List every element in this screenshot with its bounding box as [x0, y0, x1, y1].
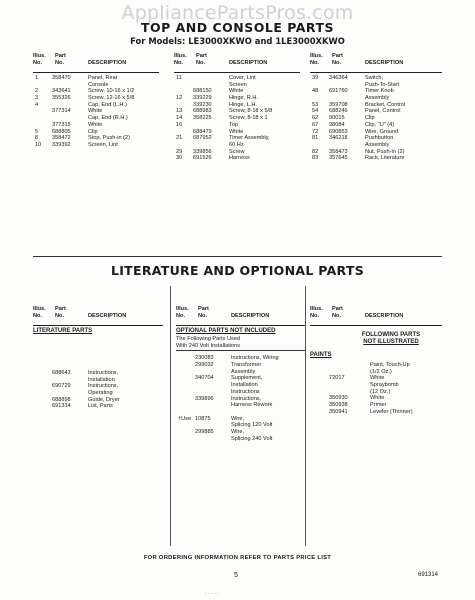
part-number: 350941 — [329, 408, 348, 415]
table-row — [174, 142, 300, 149]
column-divider — [305, 286, 306, 546]
illus-number: 4 — [35, 101, 39, 108]
table-row — [33, 397, 163, 404]
part-description: Screen — [229, 81, 247, 88]
part-number: 688643 — [52, 370, 71, 376]
table-row — [33, 88, 159, 95]
part-number: 688805 — [52, 128, 71, 135]
header-part: Part — [198, 306, 209, 312]
part-description: Instructions, — [231, 395, 262, 402]
part-number: 688898 — [52, 396, 71, 403]
part-description: List, Parts — [88, 403, 113, 410]
part-description: Push-To-Start — [365, 81, 400, 88]
document-number: 691314 — [418, 572, 439, 578]
table-row — [174, 155, 300, 162]
part-description: Wire, Ground — [365, 128, 399, 135]
part-number: 358225 — [193, 115, 212, 122]
table-row — [33, 75, 159, 82]
part-number: 687952 — [193, 135, 212, 142]
part-number: 358470 — [52, 75, 71, 81]
table-row — [176, 382, 306, 389]
part-number: 72017 — [329, 375, 345, 382]
part-description: Panel, Rear — [88, 75, 118, 81]
table-row — [310, 155, 442, 162]
part-description: Installation — [88, 376, 115, 383]
table-row — [33, 383, 163, 390]
part-number: 358472 — [52, 135, 71, 142]
part-number: 350930 — [329, 395, 348, 402]
part-description: Cap, End (L.H.) — [88, 101, 127, 108]
lit-table-col1 — [33, 305, 163, 410]
part-number: 339229 — [193, 95, 212, 102]
illus-number: 1 — [35, 75, 39, 81]
part-number: 688246 — [329, 108, 348, 115]
part-number: 90015 — [329, 115, 345, 122]
part-description: (1/2 Oz.) — [370, 368, 392, 375]
part-description: White — [229, 88, 244, 95]
illus-number: 72 — [312, 128, 319, 135]
part-description: Console — [88, 81, 109, 88]
part-description: Bracket, Control — [365, 101, 406, 108]
table-row — [33, 377, 163, 384]
part-number: 355326 — [52, 95, 71, 102]
illus-number: 10 — [35, 141, 42, 148]
table-row — [33, 403, 163, 410]
part-description: White — [88, 108, 103, 115]
illus-number: 14 — [176, 115, 183, 122]
header-description: DESCRIPTION — [88, 60, 127, 66]
column-divider — [170, 286, 171, 546]
table-row — [33, 82, 159, 89]
table-row — [174, 82, 300, 89]
table-row — [33, 108, 159, 115]
illus-number: 67 — [312, 121, 319, 128]
models-subtitle: For Models: LE3000XKWO and 1LE3000XKWO — [130, 36, 345, 46]
part-description: 60 Hz — [229, 141, 244, 148]
part-number: 346364 — [329, 75, 348, 81]
table-row — [310, 108, 442, 115]
part-number: 688150 — [193, 88, 212, 95]
header-no: No. — [310, 313, 320, 319]
part-description: Clip, "U" (4) — [365, 121, 395, 128]
header-part: Part — [55, 306, 66, 312]
table-header — [174, 52, 300, 73]
header-no: No. — [310, 60, 320, 66]
part-number: 346218 — [329, 135, 348, 142]
header-part-no: No. — [332, 313, 342, 319]
table-row — [310, 115, 442, 122]
part-description: Pushbutton — [365, 135, 394, 142]
part-number: 357645 — [329, 155, 348, 162]
section-title-top-console: TOP AND CONSOLE PARTS — [140, 20, 335, 35]
part-description: Assembly — [365, 95, 390, 102]
part-number: 690853 — [329, 128, 348, 135]
part-number: 691526 — [193, 155, 212, 162]
table-row — [310, 362, 442, 369]
part-description: Harness Rework — [231, 402, 273, 409]
part-number: 377314 — [52, 108, 71, 115]
part-number: 299032 — [195, 362, 214, 369]
table-row — [33, 129, 159, 136]
table-header — [33, 305, 163, 326]
header-no: No. — [33, 60, 43, 66]
header-illus: Illus. — [310, 53, 323, 59]
optional-intro-line: The Following Parts Used — [176, 336, 241, 342]
illus-number: 53 — [312, 101, 319, 108]
table-row — [310, 369, 442, 376]
optional-parts-heading: OPTIONAL PARTS NOT INCLUDED — [176, 328, 276, 334]
part-description: Installation — [231, 382, 258, 389]
table-row — [33, 142, 159, 149]
part-description: Transformer — [231, 362, 262, 369]
table-row — [33, 115, 159, 122]
illus-number: 81 — [312, 135, 319, 142]
table-row — [33, 370, 163, 377]
part-number: 691760 — [329, 88, 348, 95]
part-description: Stop, Push-in (2) — [88, 135, 130, 142]
table-row — [176, 389, 306, 396]
part-description: Instructions, Wiring — [231, 355, 279, 362]
part-description: Switch, — [365, 75, 384, 81]
illus-number: 21 — [176, 135, 183, 142]
table-row — [33, 102, 159, 109]
table-row — [310, 129, 442, 136]
header-part: Part — [332, 306, 343, 312]
part-description: Harness — [229, 155, 250, 162]
part-number: 10875 — [195, 415, 211, 422]
part-description: Spraybomb — [370, 382, 399, 389]
table-row — [310, 135, 442, 142]
part-description: Cap, End (R.H.) — [88, 115, 128, 122]
table-row — [310, 382, 442, 389]
illus-number: 13 — [176, 108, 183, 115]
table-header — [310, 52, 442, 73]
table-row — [176, 429, 306, 436]
part-description: Clip — [365, 115, 375, 122]
table-row — [310, 402, 442, 409]
part-description: Supplement, — [231, 375, 263, 382]
table-row — [310, 389, 442, 396]
table-row — [176, 402, 306, 409]
illus-number: †Use — [178, 415, 192, 422]
part-number: 690729 — [52, 383, 71, 390]
table-row — [174, 122, 300, 129]
part-description: White — [229, 128, 244, 135]
part-number: 377315 — [52, 121, 71, 128]
header-description: DESCRIPTION — [365, 60, 404, 66]
part-description: Primer — [370, 402, 387, 409]
illus-number: 30 — [176, 155, 183, 162]
illus-number: 48 — [312, 88, 319, 95]
paints-heading: PAINTS — [310, 352, 332, 358]
illus-number: 62 — [312, 115, 319, 122]
part-description: Screw, 8-18 x 1 — [229, 115, 268, 122]
illus-number: 5 — [35, 128, 39, 135]
part-description: Assembly — [365, 141, 390, 148]
header-illus: Illus. — [33, 306, 46, 312]
part-description: Screw, 8-18 x 5/8 — [229, 108, 273, 115]
header-part-no: No. — [196, 60, 206, 66]
table-row — [174, 88, 300, 95]
part-description: Operating — [88, 390, 113, 397]
table-row — [174, 95, 300, 102]
illus-number: 12 — [176, 95, 183, 102]
header-no: No. — [176, 313, 186, 319]
illus-number: 39 — [312, 75, 319, 81]
header-illus: Illus. — [33, 53, 46, 59]
table-row — [310, 75, 442, 82]
part-description: White — [88, 121, 103, 128]
header-illus: Illus. — [176, 306, 189, 312]
table-row — [310, 142, 442, 149]
top-table-col3 — [310, 52, 442, 162]
part-number: 688479 — [193, 128, 212, 135]
table-header — [310, 305, 442, 326]
part-number: 339896 — [195, 395, 214, 402]
table-row — [176, 362, 306, 369]
part-description: Wire, — [231, 428, 245, 435]
table-row — [310, 409, 442, 416]
table-row — [310, 95, 442, 102]
table-row — [176, 369, 306, 376]
table-header — [176, 305, 306, 326]
part-description: Timer Knob — [365, 88, 394, 95]
part-description: Leveler (Thinner) — [370, 408, 413, 415]
table-row — [176, 396, 306, 403]
part-description: Hinge, L.H. — [229, 101, 257, 108]
part-number: 340704 — [195, 375, 214, 382]
part-description: Rack, Literature — [365, 155, 405, 162]
table-row — [174, 102, 300, 109]
illus-number: 16 — [176, 121, 183, 128]
table-row — [310, 149, 442, 156]
part-number: 350938 — [329, 402, 348, 409]
table-row — [174, 135, 300, 142]
table-row — [174, 115, 300, 122]
not-illustrated-heading: FOLLOWING PARTS NOT ILLUSTRATED — [361, 332, 421, 345]
header-illus: Illus. — [174, 53, 187, 59]
part-number: 359708 — [329, 101, 348, 108]
part-description: Splicing 120 Volt — [231, 422, 273, 429]
literature-parts-heading: LITERATURE PARTS — [33, 328, 93, 334]
lit-table-col3 — [310, 305, 442, 416]
part-number: 299885 — [195, 428, 214, 435]
header-part: Part — [332, 53, 343, 59]
table-row — [310, 102, 442, 109]
part-description: Timer Assembly, — [229, 135, 270, 142]
part-number: 343641 — [52, 88, 71, 95]
table-row — [174, 75, 300, 82]
header-no: No. — [33, 313, 43, 319]
illus-number: 2 — [35, 88, 39, 95]
part-number: 339392 — [52, 141, 71, 148]
part-description: Panel, Control — [365, 108, 401, 115]
page-number: 5 — [234, 572, 238, 579]
header-description: DESCRIPTION — [365, 313, 404, 319]
illus-number: 8 — [35, 135, 39, 142]
header-description: DESCRIPTION — [88, 313, 127, 319]
table-row — [174, 149, 300, 156]
part-description: Splicing 240 Volt — [231, 435, 273, 442]
section-title-literature: LITERATURE AND OPTIONAL PARTS — [110, 263, 365, 278]
table-row — [310, 82, 442, 89]
header-part-no: No. — [332, 60, 342, 66]
part-description: Instructions, — [88, 383, 119, 390]
table-row — [176, 355, 306, 362]
part-description: Screw, 10-16 x 1/2 — [88, 88, 135, 95]
header-part-no: No. — [55, 313, 65, 319]
part-description: White — [370, 395, 385, 402]
part-description: Wire, — [231, 415, 245, 422]
part-description: Screen, Lint — [88, 141, 118, 148]
watermark: AppliancePartsPros.com — [121, 2, 354, 24]
illus-number: 83 — [312, 155, 319, 162]
table-row — [310, 88, 442, 95]
illus-number: 54 — [312, 108, 319, 115]
part-description: Instructions — [231, 388, 260, 395]
table-row — [174, 129, 300, 136]
part-description: Screw — [229, 148, 245, 155]
illus-number: 11 — [176, 75, 182, 81]
header-description: DESCRIPTION — [229, 60, 268, 66]
header-description: DESCRIPTION — [231, 313, 270, 319]
part-number: 691314 — [52, 403, 71, 410]
table-row — [176, 436, 306, 443]
part-description: Clip — [88, 128, 98, 135]
top-table-col2 — [174, 52, 300, 162]
table-row — [33, 122, 159, 129]
header-part: Part — [55, 53, 66, 59]
table-row — [310, 122, 442, 129]
header-part: Part — [196, 53, 207, 59]
table-row — [310, 375, 442, 382]
part-description: Nut, Push-In (2) — [365, 148, 405, 155]
illus-number: 82 — [312, 148, 319, 155]
bottom-mark: · · · · · — [205, 591, 219, 597]
part-description: Paint, Touch-Up — [370, 362, 410, 368]
table-row — [176, 409, 306, 416]
part-number: 339230 — [193, 101, 212, 108]
illus-number: 3 — [35, 95, 39, 102]
part-description: Assembly — [231, 368, 256, 375]
section-divider — [33, 256, 442, 257]
part-number: 358473 — [329, 148, 348, 155]
part-description: Screw, 12-16 x 5/8 — [88, 95, 135, 102]
table-row — [174, 108, 300, 115]
table-row — [33, 95, 159, 102]
table-header — [33, 52, 159, 73]
part-number: 688983 — [193, 108, 212, 115]
part-description: (12 Oz.) — [370, 388, 391, 395]
header-illus: Illus. — [310, 306, 323, 312]
header-part-no: No. — [55, 60, 65, 66]
part-description: White — [370, 375, 385, 382]
table-row — [33, 135, 159, 142]
part-description: Top — [229, 121, 239, 128]
header-part-no: No. — [198, 313, 208, 319]
part-number: 98084 — [329, 121, 345, 128]
table-row — [176, 416, 306, 423]
part-description: Guide, Dryer — [88, 396, 120, 403]
top-table-col1 — [33, 52, 159, 149]
table-row — [310, 395, 442, 402]
table-row — [33, 390, 163, 397]
part-description: Hinge, R.H. — [229, 95, 258, 102]
part-description: Instructions, — [88, 370, 119, 376]
lit-table-col2 — [176, 305, 306, 442]
table-row — [176, 375, 306, 382]
header-no: No. — [174, 60, 184, 66]
ordering-note: FOR ORDERING INFORMATION REFER TO PARTS PRICE LIST — [143, 555, 332, 561]
part-description: Cover, Lint — [229, 75, 256, 81]
table-row — [176, 422, 306, 429]
optional-intro-line: With 240 Volt Installations — [176, 343, 306, 352]
illus-number: 29 — [176, 148, 183, 155]
part-number: 230083 — [195, 355, 214, 362]
part-number: 339856 — [193, 148, 212, 155]
